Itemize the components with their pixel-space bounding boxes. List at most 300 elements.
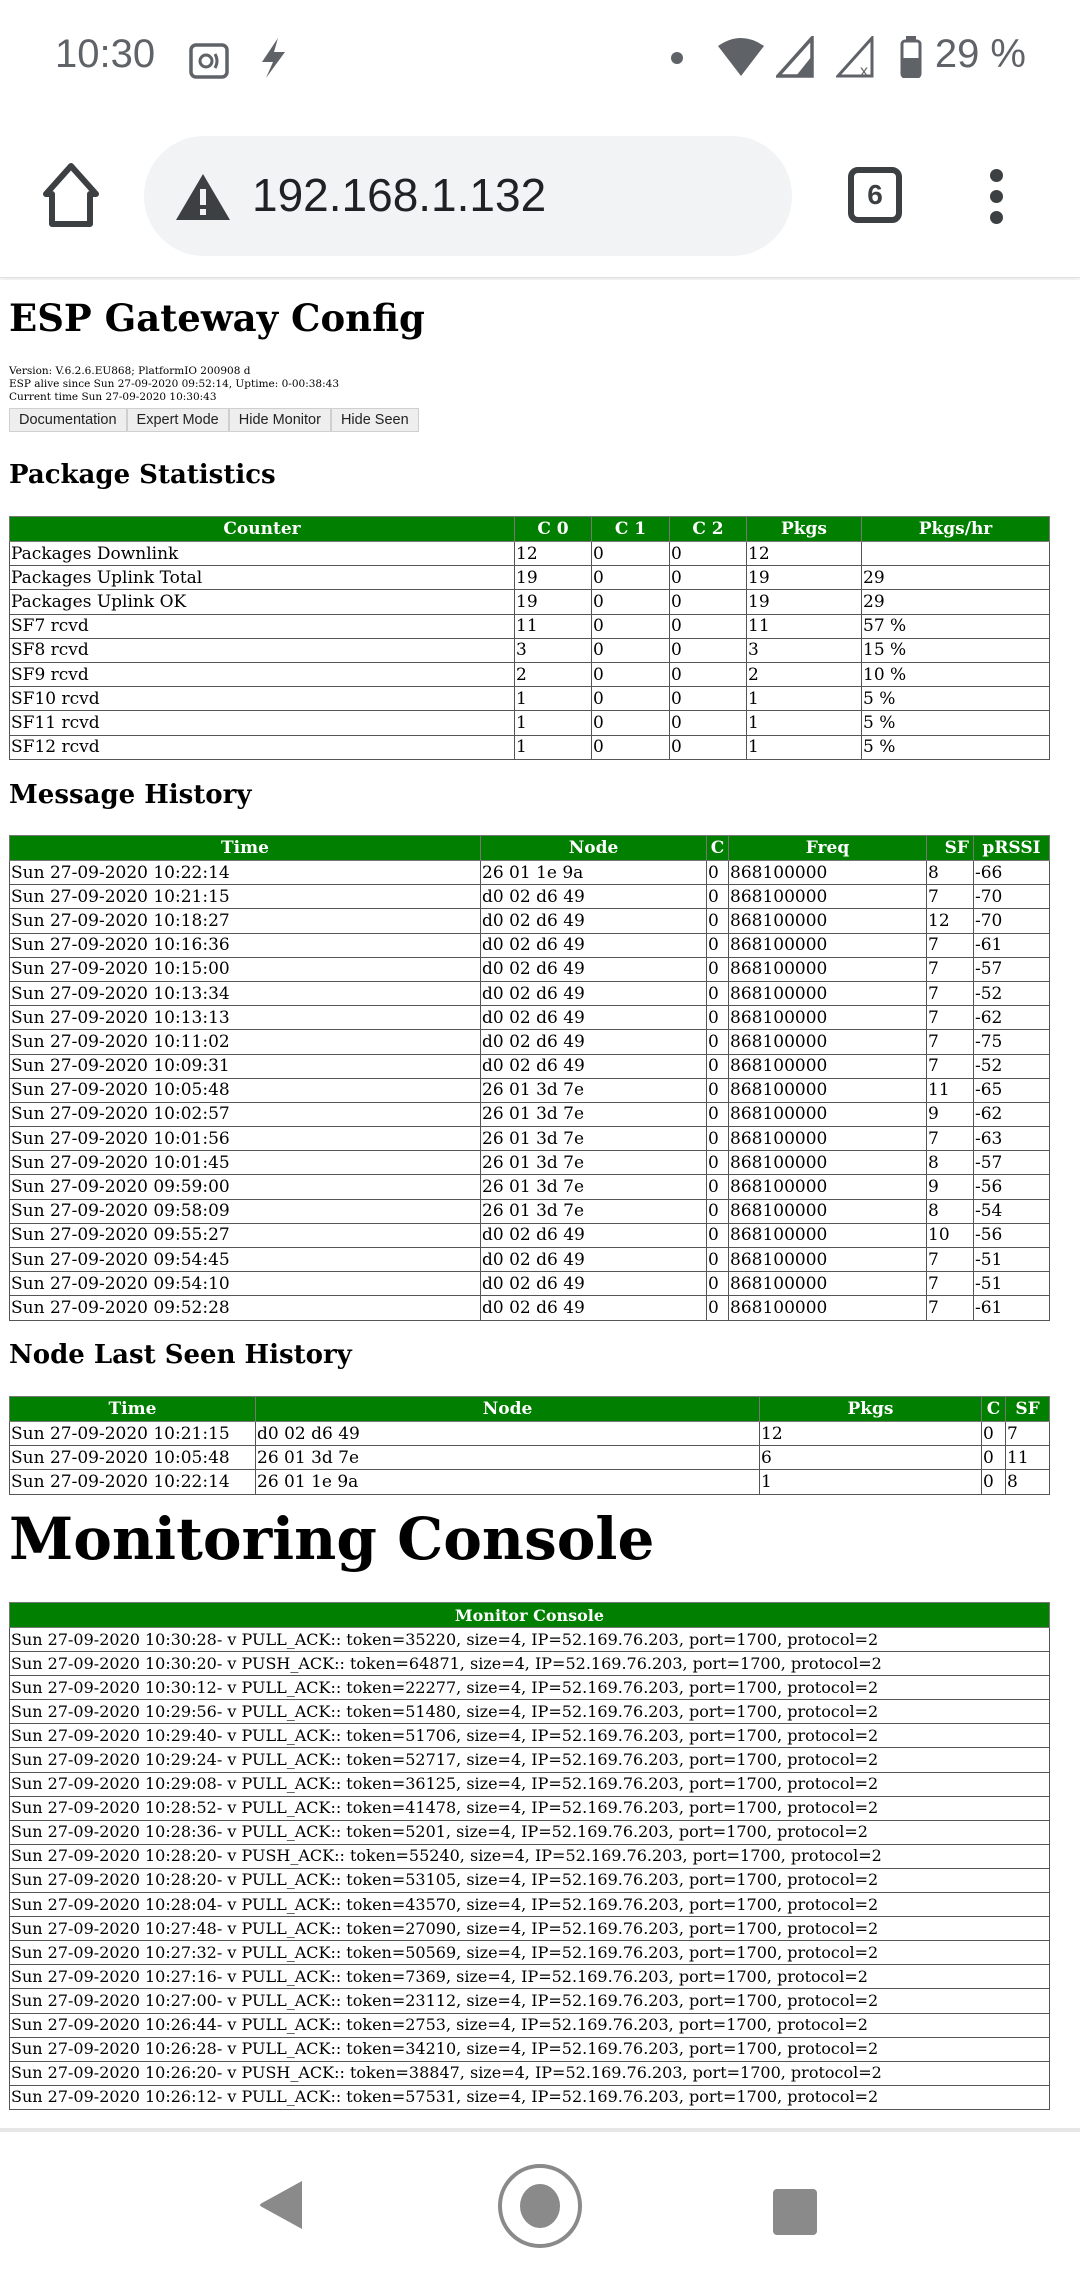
overflow-menu-icon[interactable]	[984, 169, 1008, 225]
table-cell: 11	[1006, 1446, 1050, 1470]
table-cell	[862, 542, 1050, 566]
column-header: Pkgs	[760, 1397, 982, 1422]
web-page	[0, 280, 1080, 2128]
table-cell: 868100000	[729, 861, 927, 885]
table-cell: -52	[974, 981, 1050, 1005]
table-cell: Sun 27-09-2020 10:01:45	[10, 1151, 481, 1175]
table-cell: 868100000	[729, 909, 927, 933]
table-cell: d0 02 d6 49	[481, 981, 707, 1005]
table-cell: 0	[707, 909, 729, 933]
message-history-body	[10, 861, 1050, 1321]
table-cell: 6	[760, 1446, 982, 1470]
monitor-console-table	[9, 1602, 1050, 2110]
table-row	[10, 1748, 1050, 1772]
table-cell: Packages Uplink OK	[10, 590, 515, 614]
column-header: Pkgs	[747, 517, 862, 542]
table-cell: 868100000	[729, 1248, 927, 1272]
table-cell: d0 02 d6 49	[481, 1006, 707, 1030]
node-last-seen-body	[10, 1422, 1050, 1495]
table-cell: 26 01 3d 7e	[481, 1127, 707, 1151]
table-cell: d0 02 d6 49	[481, 957, 707, 981]
table-cell: Packages Uplink Total	[10, 566, 515, 590]
table-cell: -62	[974, 1006, 1050, 1030]
table-cell: Sun 27-09-2020 10:28:20- v PULL_ACK:: token=53105, size=4, IP=52.169.76.203, port=1700, protocol=2	[10, 1868, 1050, 1892]
home-circle-icon[interactable]	[498, 2164, 582, 2248]
system-nav-bar	[0, 2128, 1080, 2270]
table-row	[10, 1223, 1050, 1247]
table-cell: 11	[515, 614, 592, 638]
table-cell: 0	[707, 957, 729, 981]
tabs-icon[interactable]: 6	[848, 167, 902, 223]
hide-seen-button[interactable]: Hide Seen	[331, 408, 419, 432]
not-secure-warning-icon[interactable]	[174, 172, 232, 222]
table-cell: Sun 27-09-2020 10:09:31	[10, 1054, 481, 1078]
table-cell: 0	[707, 1151, 729, 1175]
table-cell: 0	[707, 1006, 729, 1030]
table-row	[10, 1989, 1050, 2013]
table-row	[10, 1446, 1050, 1470]
column-header: C	[982, 1397, 1006, 1422]
table-row	[10, 861, 1050, 885]
table-cell: d0 02 d6 49	[481, 1030, 707, 1054]
table-cell: 7	[927, 1127, 974, 1151]
table-header-row	[10, 1397, 1050, 1422]
table-cell: 26 01 3d 7e	[481, 1175, 707, 1199]
table-cell: 0	[592, 590, 670, 614]
table-cell: Sun 27-09-2020 10:01:56	[10, 1127, 481, 1151]
table-row	[10, 1030, 1050, 1054]
hide-monitor-button[interactable]: Hide Monitor	[229, 408, 331, 432]
column-header: C 0	[515, 517, 592, 542]
svg-text:x: x	[860, 63, 868, 78]
table-row	[10, 1796, 1050, 1820]
table-cell: d0 02 d6 49	[481, 1296, 707, 1320]
table-cell: 8	[927, 1151, 974, 1175]
column-header: Node	[481, 836, 707, 861]
table-cell: d0 02 d6 49	[481, 1272, 707, 1296]
table-cell: 57 %	[862, 614, 1050, 638]
table-cell: 19	[515, 566, 592, 590]
node-last-seen-heading: Node Last Seen History	[9, 1340, 352, 1370]
table-cell: 9	[927, 1175, 974, 1199]
table-row	[10, 1965, 1050, 1989]
table-cell: 19	[747, 566, 862, 590]
table-row	[10, 687, 1050, 711]
table-cell: SF8 rcvd	[10, 638, 515, 662]
table-cell: 1	[515, 735, 592, 759]
table-header-row	[10, 836, 1050, 861]
table-cell: 0	[707, 1199, 729, 1223]
table-cell: Sun 27-09-2020 10:29:56- v PULL_ACK:: token=51480, size=4, IP=52.169.76.203, port=1700, protocol=2	[10, 1700, 1050, 1724]
table-cell: 26 01 1e 9a	[481, 861, 707, 885]
table-cell: 9	[927, 1102, 974, 1126]
table-cell: 868100000	[729, 1272, 927, 1296]
table-row	[10, 638, 1050, 662]
table-cell: Sun 27-09-2020 09:55:27	[10, 1223, 481, 1247]
package-statistics-body	[10, 542, 1050, 760]
table-row	[10, 1175, 1050, 1199]
table-row	[10, 1941, 1050, 1965]
message-history-table	[9, 835, 1050, 1321]
table-cell: Sun 27-09-2020 10:02:57	[10, 1102, 481, 1126]
table-cell: Sun 27-09-2020 10:27:16- v PULL_ACK:: token=7369, size=4, IP=52.169.76.203, port=1700, protocol=2	[10, 1965, 1050, 1989]
table-cell: Sun 27-09-2020 10:18:27	[10, 909, 481, 933]
table-cell: -57	[974, 1151, 1050, 1175]
table-cell: 26 01 3d 7e	[481, 1078, 707, 1102]
table-cell: 5 %	[862, 711, 1050, 735]
table-cell: -56	[974, 1223, 1050, 1247]
package-statistics-table	[9, 516, 1050, 760]
table-cell: Sun 27-09-2020 10:30:20- v PUSH_ACK:: token=64871, size=4, IP=52.169.76.203, port=1700, protocol=2	[10, 1652, 1050, 1676]
table-cell: 7	[927, 957, 974, 981]
table-cell: -61	[974, 1296, 1050, 1320]
table-cell: -70	[974, 885, 1050, 909]
table-header-row	[10, 1603, 1050, 1628]
table-cell: 0	[707, 981, 729, 1005]
table-row	[10, 1127, 1050, 1151]
table-row	[10, 1917, 1050, 1941]
table-cell: 0	[982, 1470, 1006, 1494]
browser-toolbar	[0, 115, 1080, 278]
table-cell: Sun 27-09-2020 10:26:28- v PULL_ACK:: token=34210, size=4, IP=52.169.76.203, port=1700, protocol=2	[10, 2037, 1050, 2061]
table-row	[10, 909, 1050, 933]
table-row	[10, 711, 1050, 735]
table-cell: Sun 27-09-2020 10:16:36	[10, 933, 481, 957]
table-row	[10, 1151, 1050, 1175]
table-cell: 0	[707, 1248, 729, 1272]
table-cell: Sun 27-09-2020 10:29:40- v PULL_ACK:: token=51706, size=4, IP=52.169.76.203, port=1700, protocol=2	[10, 1724, 1050, 1748]
column-header: Freq	[729, 836, 927, 861]
table-cell: SF10 rcvd	[10, 687, 515, 711]
column-header: C	[707, 836, 729, 861]
table-cell: Sun 27-09-2020 10:13:34	[10, 981, 481, 1005]
status-bar	[0, 0, 1080, 115]
table-cell: 0	[707, 1127, 729, 1151]
table-cell: 868100000	[729, 1102, 927, 1126]
table-row	[10, 1676, 1050, 1700]
url-bar[interactable]	[144, 136, 792, 256]
table-cell: -70	[974, 909, 1050, 933]
table-cell: 7	[927, 981, 974, 1005]
table-cell: 3	[515, 638, 592, 662]
table-cell: Sun 27-09-2020 09:54:45	[10, 1248, 481, 1272]
table-cell: 0	[670, 542, 747, 566]
table-cell: 0	[707, 1296, 729, 1320]
table-cell: 868100000	[729, 1127, 927, 1151]
current-time-line: Current time Sun 27-09-2020 10:30:43	[9, 391, 217, 403]
table-cell: Sun 27-09-2020 10:28:20- v PUSH_ACK:: token=55240, size=4, IP=52.169.76.203, port=1700, protocol=2	[10, 1844, 1050, 1868]
table-cell: 10 %	[862, 662, 1050, 686]
table-cell: Sun 27-09-2020 10:28:52- v PULL_ACK:: token=41478, size=4, IP=52.169.76.203, port=1700, protocol=2	[10, 1796, 1050, 1820]
table-cell: d0 02 d6 49	[481, 933, 707, 957]
table-cell: 0	[982, 1422, 1006, 1446]
table-row	[10, 735, 1050, 759]
action-buttons	[9, 408, 419, 432]
table-cell: Sun 27-09-2020 10:29:24- v PULL_ACK:: token=52717, size=4, IP=52.169.76.203, port=1700, protocol=2	[10, 1748, 1050, 1772]
table-cell: -63	[974, 1127, 1050, 1151]
table-cell: 29	[862, 566, 1050, 590]
home-icon[interactable]	[40, 160, 102, 230]
table-cell: 0	[982, 1446, 1006, 1470]
table-cell: 7	[1006, 1422, 1050, 1446]
table-cell: 3	[747, 638, 862, 662]
table-row	[10, 1724, 1050, 1748]
table-cell: Sun 27-09-2020 10:27:32- v PULL_ACK:: token=50569, size=4, IP=52.169.76.203, port=1700, protocol=2	[10, 1941, 1050, 1965]
table-cell: 10	[927, 1223, 974, 1247]
table-cell: 7	[927, 885, 974, 909]
table-cell: 26 01 3d 7e	[481, 1199, 707, 1223]
table-cell: 1	[747, 735, 862, 759]
table-cell: 0	[592, 614, 670, 638]
table-cell: Sun 27-09-2020 10:05:48	[10, 1078, 481, 1102]
version-line: Version: V.6.2.6.EU868; PlatformIO 200908 d	[9, 365, 251, 377]
table-cell: Sun 27-09-2020 10:15:00	[10, 957, 481, 981]
table-cell: 11	[927, 1078, 974, 1102]
table-row	[10, 1248, 1050, 1272]
table-cell: 15 %	[862, 638, 1050, 662]
table-cell: 868100000	[729, 1078, 927, 1102]
documentation-button[interactable]: Documentation	[9, 408, 127, 432]
signal-icon	[776, 36, 816, 82]
table-cell: Sun 27-09-2020 10:26:12- v PULL_ACK:: token=57531, size=4, IP=52.169.76.203, port=1700, protocol=2	[10, 2085, 1050, 2109]
table-cell: 12	[760, 1422, 982, 1446]
table-cell: 0	[707, 1078, 729, 1102]
table-row	[10, 885, 1050, 909]
flash-icon	[256, 36, 290, 84]
table-cell: 0	[670, 590, 747, 614]
table-row	[10, 1820, 1050, 1844]
table-cell: Sun 27-09-2020 10:28:36- v PULL_ACK:: token=5201, size=4, IP=52.169.76.203, port=1700, protocol=2	[10, 1820, 1050, 1844]
table-cell: 868100000	[729, 1296, 927, 1320]
back-icon[interactable]	[258, 2179, 304, 2235]
table-cell: Sun 27-09-2020 10:22:14	[10, 861, 481, 885]
table-cell: Sun 27-09-2020 10:21:15	[10, 1422, 256, 1446]
table-row	[10, 933, 1050, 957]
table-row	[10, 590, 1050, 614]
table-row	[10, 1868, 1050, 1892]
table-cell: 0	[592, 566, 670, 590]
table-cell: 19	[515, 590, 592, 614]
table-cell: 2	[515, 662, 592, 686]
table-cell: -75	[974, 1030, 1050, 1054]
table-row	[10, 1700, 1050, 1724]
table-cell: d0 02 d6 49	[481, 909, 707, 933]
table-cell: 8	[1006, 1470, 1050, 1494]
table-cell: 0	[670, 735, 747, 759]
table-cell: 5 %	[862, 687, 1050, 711]
node-last-seen-table	[9, 1396, 1050, 1495]
table-cell: -56	[974, 1175, 1050, 1199]
table-cell: d0 02 d6 49	[481, 885, 707, 909]
table-row	[10, 566, 1050, 590]
table-row	[10, 2085, 1050, 2109]
url-text[interactable]: 192.168.1.132	[252, 169, 547, 221]
table-cell: -61	[974, 933, 1050, 957]
table-cell: 12	[515, 542, 592, 566]
table-cell: -57	[974, 957, 1050, 981]
table-row	[10, 957, 1050, 981]
table-cell: 1	[747, 711, 862, 735]
table-cell: Sun 27-09-2020 10:26:44- v PULL_ACK:: token=2753, size=4, IP=52.169.76.203, port=1700, protocol=2	[10, 2013, 1050, 2037]
table-cell: 868100000	[729, 957, 927, 981]
table-cell: 2	[747, 662, 862, 686]
message-history-heading: Message History	[9, 780, 252, 810]
package-statistics-heading: Package Statistics	[9, 460, 276, 490]
table-cell: 868100000	[729, 1054, 927, 1078]
screenshot-icon	[188, 38, 230, 84]
table-cell: 1	[515, 687, 592, 711]
table-cell: 0	[707, 1030, 729, 1054]
table-cell: 868100000	[729, 1175, 927, 1199]
table-cell: 0	[707, 1102, 729, 1126]
table-cell: Sun 27-09-2020 10:11:02	[10, 1030, 481, 1054]
monitor-console-body	[10, 1628, 1050, 2110]
table-cell: 5 %	[862, 735, 1050, 759]
column-header: Time	[10, 1397, 256, 1422]
table-row	[10, 2037, 1050, 2061]
table-cell: 19	[747, 590, 862, 614]
table-cell: 7	[927, 1030, 974, 1054]
column-header: SF	[1006, 1397, 1050, 1422]
table-cell: Sun 27-09-2020 09:54:10	[10, 1272, 481, 1296]
table-cell: -66	[974, 861, 1050, 885]
table-row	[10, 981, 1050, 1005]
table-cell: 0	[592, 638, 670, 662]
table-cell: 11	[747, 614, 862, 638]
table-row	[10, 2013, 1050, 2037]
table-cell: Sun 27-09-2020 09:52:28	[10, 1296, 481, 1320]
table-cell: 26 01 3d 7e	[256, 1446, 760, 1470]
table-cell: 0	[707, 1175, 729, 1199]
table-cell: 0	[707, 933, 729, 957]
table-row	[10, 2061, 1050, 2085]
table-cell: 0	[592, 687, 670, 711]
column-header: pRSSI	[974, 836, 1050, 861]
table-cell: Sun 27-09-2020 10:22:14	[10, 1470, 256, 1494]
table-cell: SF7 rcvd	[10, 614, 515, 638]
table-cell: 7	[927, 1054, 974, 1078]
table-cell: 0	[670, 614, 747, 638]
table-cell: 29	[862, 590, 1050, 614]
table-row	[10, 1296, 1050, 1320]
table-cell: 8	[927, 1199, 974, 1223]
table-cell: 12	[927, 909, 974, 933]
wifi-icon	[716, 36, 766, 82]
table-cell: Sun 27-09-2020 10:29:08- v PULL_ACK:: token=36125, size=4, IP=52.169.76.203, port=1700, protocol=2	[10, 1772, 1050, 1796]
recents-icon[interactable]	[773, 2189, 817, 2235]
table-cell: 7	[927, 1006, 974, 1030]
table-cell: 0	[707, 1272, 729, 1296]
table-cell: 868100000	[729, 885, 927, 909]
table-row	[10, 662, 1050, 686]
monitoring-console-heading: Monitoring Console	[9, 1505, 655, 1573]
table-cell: -52	[974, 1054, 1050, 1078]
battery-icon	[900, 36, 922, 82]
table-cell: 7	[927, 933, 974, 957]
expert-mode-button[interactable]: Expert Mode	[127, 408, 229, 432]
table-cell: SF12 rcvd	[10, 735, 515, 759]
table-cell: Packages Downlink	[10, 542, 515, 566]
table-cell: Sun 27-09-2020 10:28:04- v PULL_ACK:: token=43570, size=4, IP=52.169.76.203, port=1700, protocol=2	[10, 1893, 1050, 1917]
table-row	[10, 1422, 1050, 1446]
table-row	[10, 1893, 1050, 1917]
table-cell: SF11 rcvd	[10, 711, 515, 735]
table-header-row	[10, 517, 1050, 542]
table-cell: Sun 27-09-2020 10:13:13	[10, 1006, 481, 1030]
table-cell: d0 02 d6 49	[481, 1223, 707, 1247]
table-cell: Sun 27-09-2020 10:21:15	[10, 885, 481, 909]
column-header: Time	[10, 836, 481, 861]
table-cell: Sun 27-09-2020 10:05:48	[10, 1446, 256, 1470]
table-cell: d0 02 d6 49	[256, 1422, 760, 1446]
table-row	[10, 1078, 1050, 1102]
table-cell: 0	[592, 711, 670, 735]
table-cell: 868100000	[729, 1030, 927, 1054]
table-row	[10, 1652, 1050, 1676]
dot-icon	[670, 50, 684, 69]
column-header: C 2	[670, 517, 747, 542]
table-cell: 0	[707, 1223, 729, 1247]
table-cell: 0	[707, 885, 729, 909]
table-cell: 1	[515, 711, 592, 735]
table-row	[10, 1006, 1050, 1030]
table-cell: -54	[974, 1199, 1050, 1223]
table-cell: 0	[707, 1054, 729, 1078]
status-time: 10:30	[55, 32, 156, 76]
page-title: ESP Gateway Config	[9, 296, 425, 340]
table-row	[10, 1772, 1050, 1796]
column-header: Node	[256, 1397, 760, 1422]
table-row	[10, 1844, 1050, 1868]
table-cell: 1	[760, 1470, 982, 1494]
table-cell: Sun 27-09-2020 10:30:28- v PULL_ACK:: token=35220, size=4, IP=52.169.76.203, port=1700, protocol=2	[10, 1628, 1050, 1652]
table-cell: 26 01 3d 7e	[481, 1151, 707, 1175]
table-cell: 868100000	[729, 1223, 927, 1247]
table-cell: 0	[592, 735, 670, 759]
table-row	[10, 1102, 1050, 1126]
table-cell: 868100000	[729, 1199, 927, 1223]
table-cell: -51	[974, 1272, 1050, 1296]
table-cell: 0	[592, 662, 670, 686]
table-row	[10, 1470, 1050, 1494]
table-cell: 0	[670, 638, 747, 662]
table-cell: -51	[974, 1248, 1050, 1272]
table-row	[10, 1199, 1050, 1223]
version-info	[9, 365, 339, 404]
table-row	[10, 1054, 1050, 1078]
table-cell: 26 01 3d 7e	[481, 1102, 707, 1126]
uptime-line: ESP alive since Sun 27-09-2020 09:52:14, Uptime: 0-00:38:43	[9, 378, 340, 390]
table-cell: 8	[927, 861, 974, 885]
battery-percent: 29 %	[934, 32, 1026, 76]
table-cell: 0	[707, 861, 729, 885]
table-cell: 26 01 1e 9a	[256, 1470, 760, 1494]
table-cell: Sun 27-09-2020 10:27:00- v PULL_ACK:: token=23112, size=4, IP=52.169.76.203, port=1700, protocol=2	[10, 1989, 1050, 2013]
signal-no-service-icon	[836, 36, 876, 82]
table-cell: 868100000	[729, 981, 927, 1005]
table-cell: Sun 27-09-2020 10:26:20- v PUSH_ACK:: token=38847, size=4, IP=52.169.76.203, port=1700, protocol=2	[10, 2061, 1050, 2085]
table-row	[10, 614, 1050, 638]
table-cell: Sun 27-09-2020 10:27:48- v PULL_ACK:: token=27090, size=4, IP=52.169.76.203, port=1700, protocol=2	[10, 1917, 1050, 1941]
column-header: Counter	[10, 517, 515, 542]
table-cell: 0	[670, 687, 747, 711]
column-header: SF	[927, 836, 974, 861]
table-cell: 12	[747, 542, 862, 566]
table-cell: Sun 27-09-2020 09:58:09	[10, 1199, 481, 1223]
table-cell: 868100000	[729, 1006, 927, 1030]
table-cell: -62	[974, 1102, 1050, 1126]
table-cell: d0 02 d6 49	[481, 1248, 707, 1272]
